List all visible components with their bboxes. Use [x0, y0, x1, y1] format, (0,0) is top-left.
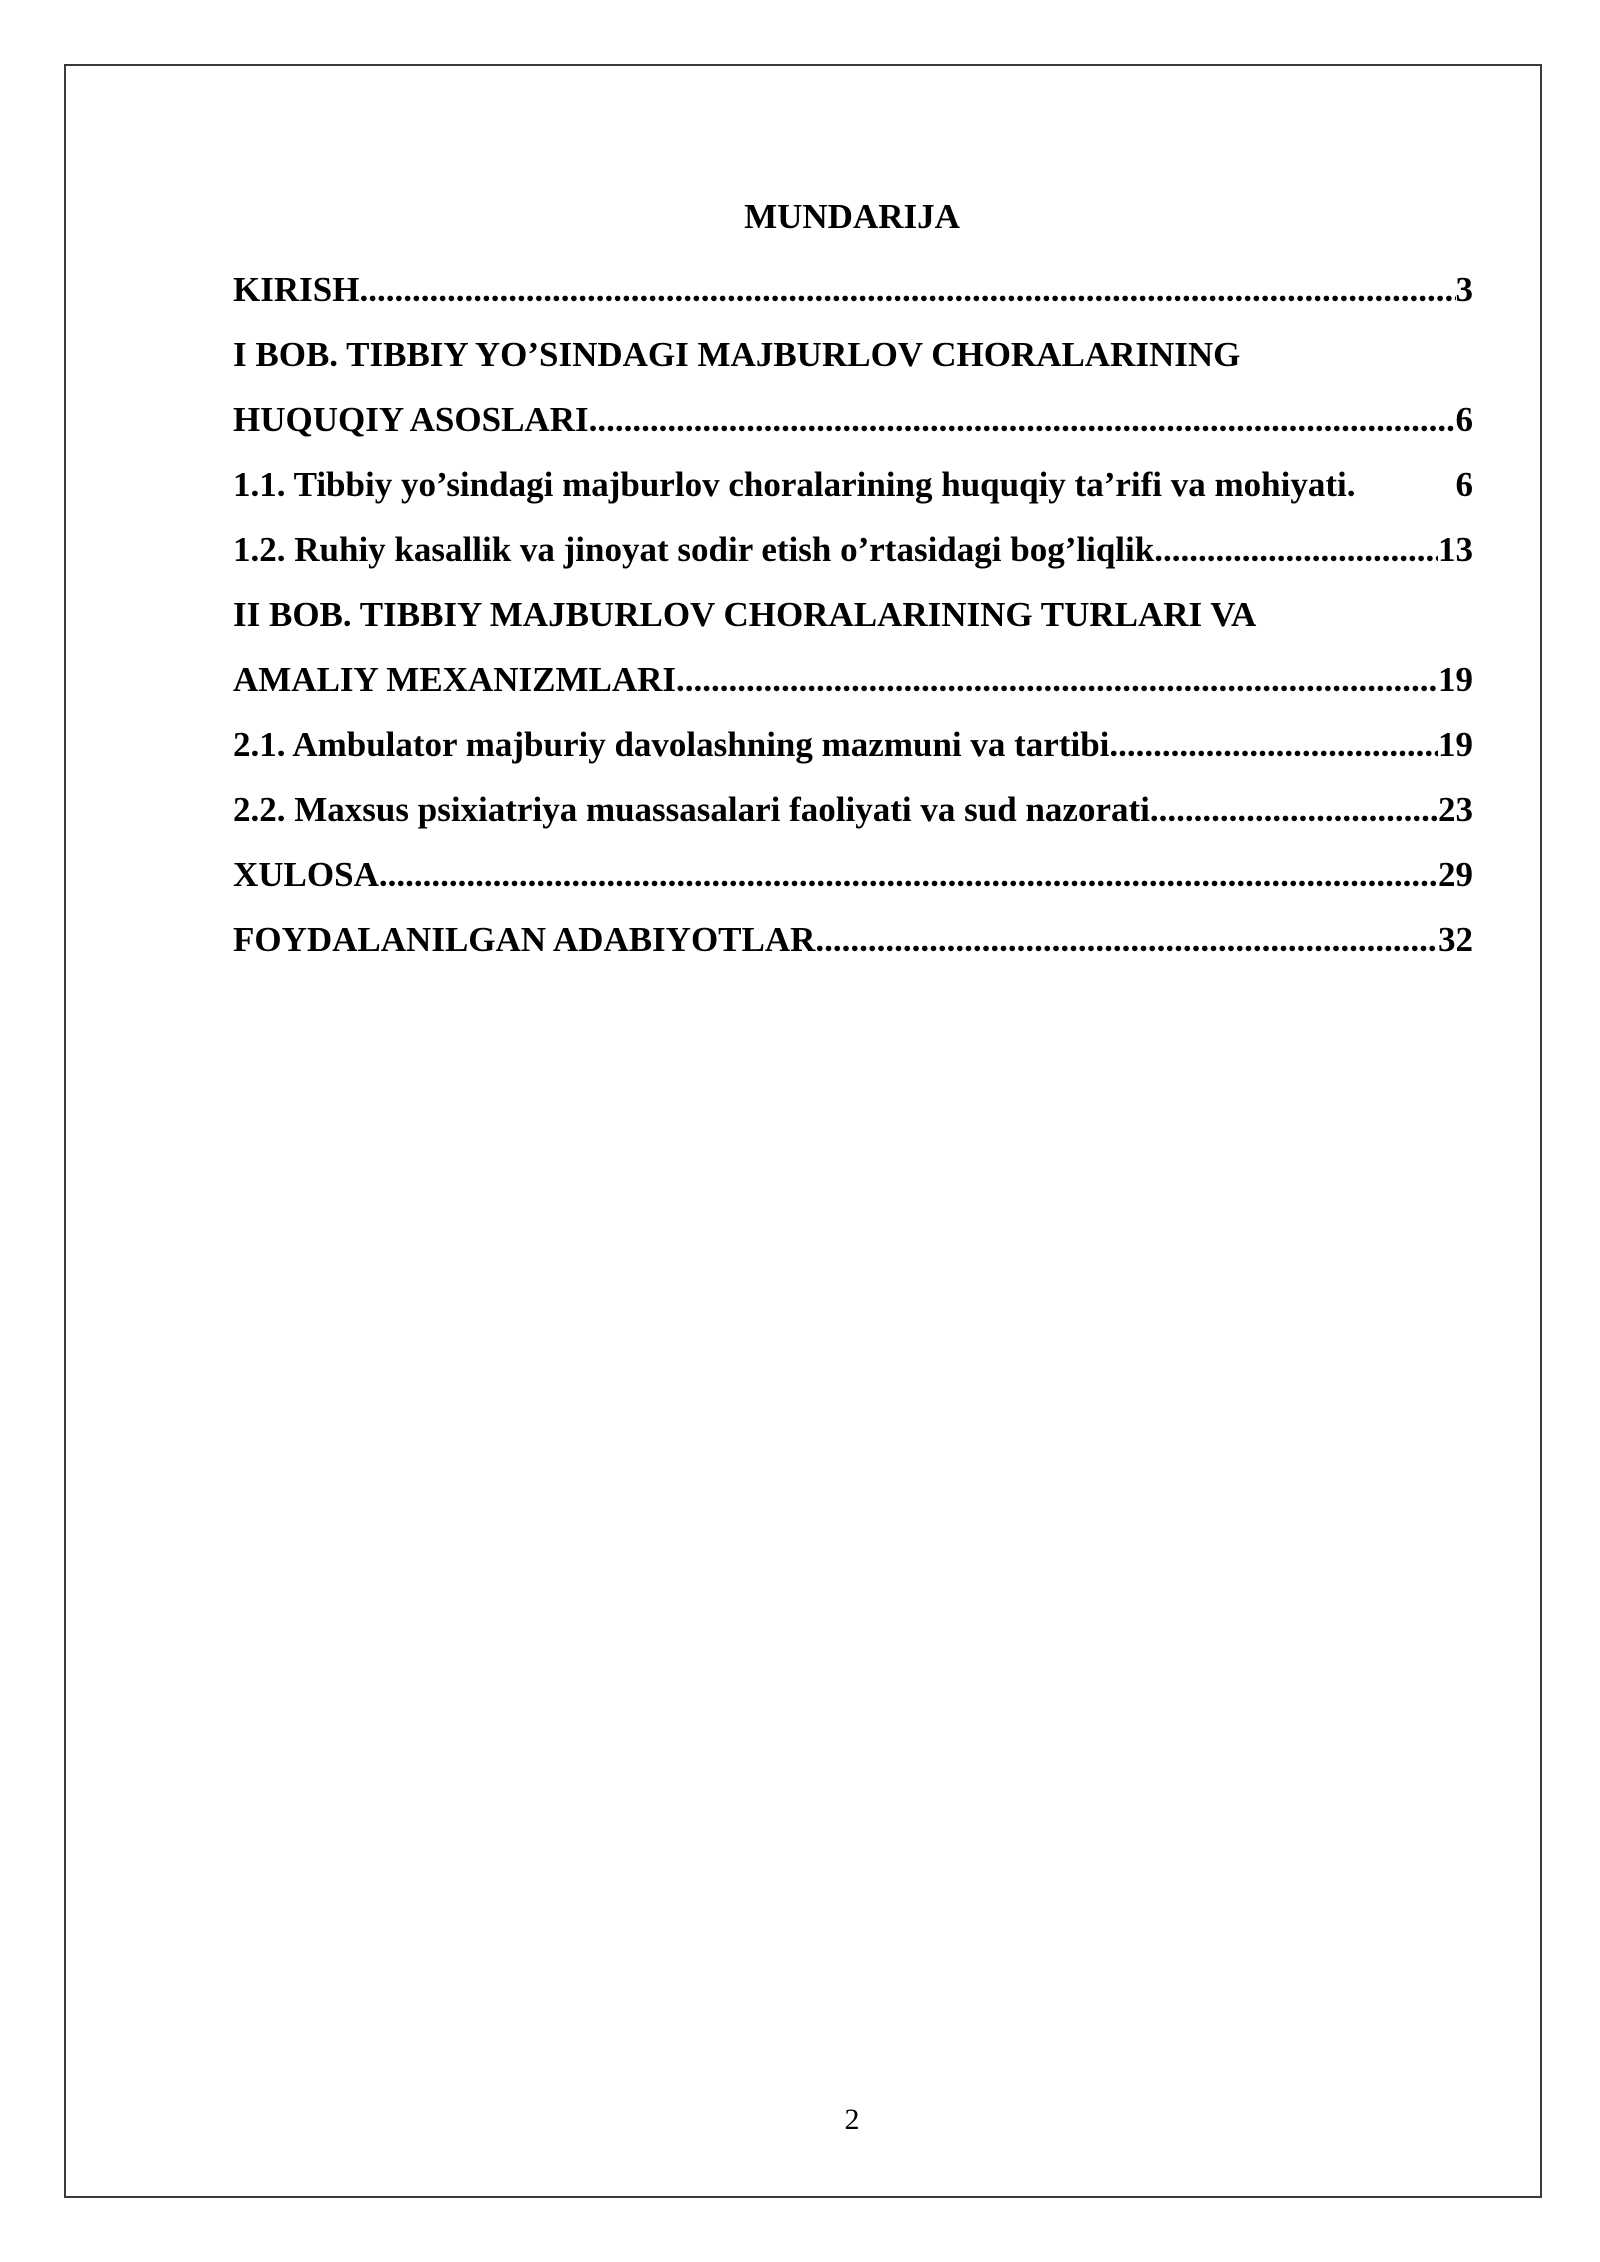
toc-entry-text: XULOSA — [233, 855, 379, 894]
toc-dot-leader — [815, 907, 1438, 972]
toc-entry-text: 2.1. Ambulator majburiy davolashning mazmuni va tartibi — [233, 725, 1110, 764]
toc-entry-text: 2.2. Maxsus psixiatriya muassasalari faoliyati va sud nazorati — [233, 790, 1150, 829]
toc-entry-page: 6 — [1455, 465, 1473, 504]
toc-dot-leader — [379, 842, 1438, 907]
toc-entry-section-2-1[interactable] — [233, 712, 1473, 777]
toc-entry-page: 3 — [1455, 270, 1473, 309]
toc-entry-chapter-2-line-2[interactable] — [233, 647, 1473, 712]
toc-entry-text: HUQUQIY ASOSLARI — [233, 400, 589, 439]
toc-dot-leader — [1109, 712, 1438, 777]
toc-entry-page: 23 — [1438, 790, 1473, 829]
table-of-contents — [233, 257, 1473, 972]
toc-entry-chapter-1-line-2[interactable] — [233, 387, 1473, 452]
toc-dot-leader — [1154, 517, 1438, 582]
toc-entry-text: II BOB. TIBBIY MAJBURLOV CHORALARINING TURLARI VA — [233, 595, 1257, 634]
toc-entry-page: 19 — [1438, 725, 1473, 764]
toc-title: MUNDARIJA — [744, 197, 960, 236]
toc-entry-page: 29 — [1438, 855, 1473, 894]
toc-entry-xulosa[interactable] — [233, 842, 1473, 907]
toc-entry-section-2-2[interactable] — [233, 777, 1473, 842]
toc-entry-page: 13 — [1438, 530, 1473, 569]
toc-entry-text: KIRISH — [233, 270, 360, 309]
toc-dot-leader — [676, 647, 1438, 712]
toc-entry-section-1-2[interactable] — [233, 517, 1473, 582]
toc-entry-text: AMALIY MEXANIZMLARI — [233, 660, 677, 699]
toc-dot-leader — [1150, 777, 1438, 842]
toc-entry-text: FOYDALANILGAN ADABIYOTLAR — [233, 920, 816, 959]
toc-entry-adabiyotlar[interactable] — [233, 907, 1473, 972]
toc-entry-text: I BOB. TIBBIY YO’SINDAGI MAJBURLOV CHORALARINING — [233, 335, 1241, 374]
toc-entry-section-1-1[interactable] — [233, 452, 1473, 517]
toc-entry-text: 1.1. Tibbiy yo’sindagi majburlov choralarining huquqiy ta’rifi va mohiyati. — [233, 465, 1356, 504]
toc-entry-kirish[interactable] — [233, 257, 1473, 322]
toc-entry-page: 6 — [1455, 400, 1473, 439]
toc-entry-page: 19 — [1438, 660, 1473, 699]
toc-entry-page: 32 — [1438, 920, 1473, 959]
page-number: 2 — [844, 2103, 860, 2136]
toc-entry-text: 1.2. Ruhiy kasallik va jinoyat sodir etish o’rtasidagi bog’liqlik — [233, 530, 1155, 569]
toc-entry-chapter-2-line-1[interactable] — [233, 582, 1473, 647]
toc-entry-chapter-1-line-1[interactable] — [233, 322, 1473, 387]
toc-dot-leader — [359, 257, 1455, 322]
toc-dot-leader — [589, 387, 1456, 452]
